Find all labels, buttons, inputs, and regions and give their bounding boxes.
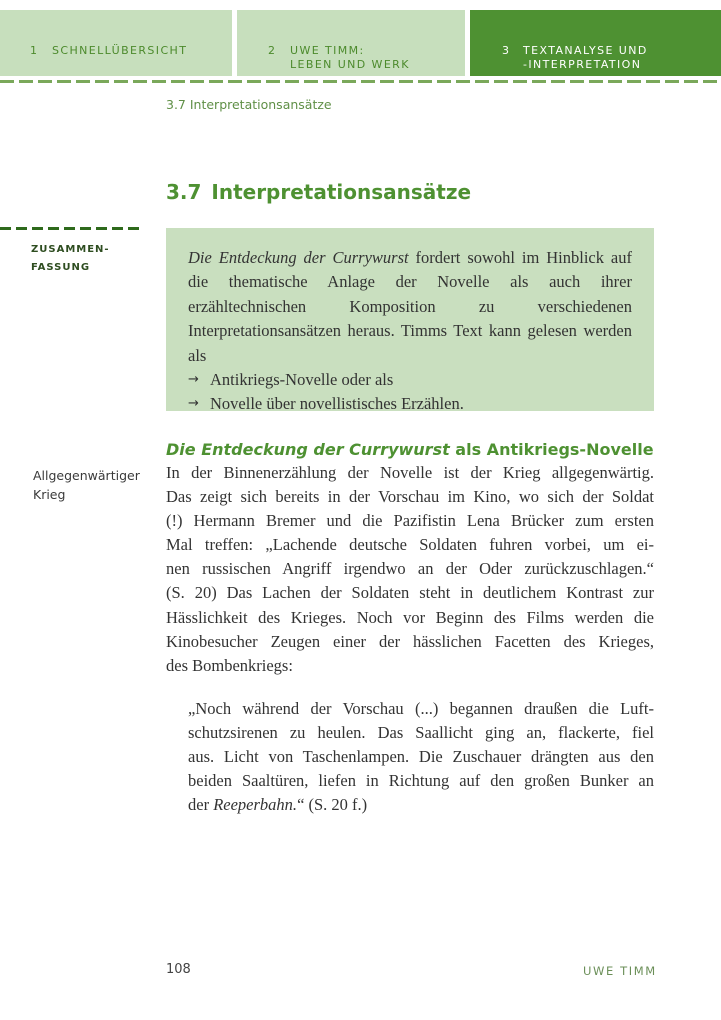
summary-label-line1: ZUSAMMEN- — [31, 244, 110, 255]
text-line: Hässlichkeit des Krieges. Noch vor Beginn des Films werden die — [166, 607, 654, 627]
quote-line: beiden Saaltüren, liefen in Richtung auf den großen Bunker an — [188, 771, 654, 791]
summary-bullet — [188, 368, 632, 392]
text-line: (!) Hermann Bremer und die Pazifistin Lena Brücker zum ersten — [166, 511, 654, 531]
margin-note-line1: Allgegenwärtiger — [33, 468, 140, 483]
running-head: 3.7 Interpretationsansätze — [166, 97, 332, 112]
text-line: Das zeigt sich bereits in der Vorschau im Kino, wo sich der Soldat — [166, 487, 654, 507]
section-heading — [166, 440, 654, 459]
quote-line: schutzsirenen zu heulen. Das Saallicht ging an, flackerte, fiel — [188, 723, 654, 743]
margin-note-line2: Krieg — [33, 487, 66, 502]
body-paragraph — [166, 461, 654, 678]
chapter-title: 3.7 Interpretationsansätze — [166, 180, 472, 204]
quote-prefix: der — [188, 795, 214, 815]
summary-title: Die Entdeckung der Currywurst — [188, 248, 409, 267]
chapter-navigation — [0, 10, 721, 76]
tab-label — [290, 44, 410, 72]
tab-leben-und-werk[interactable] — [237, 10, 465, 76]
tab-schnelluebersicht[interactable] — [0, 10, 232, 76]
section-heading-title: Die Entdeckung der Currywurst — [166, 440, 450, 459]
sidebar-summary-label — [31, 241, 110, 277]
tab-label — [523, 44, 648, 72]
tab-label: SCHNELLÜBERSICHT — [52, 44, 188, 57]
text-line: des Bombenkriegs: — [166, 655, 293, 675]
tab-label-line2: LEBEN UND WERK — [290, 58, 410, 71]
bullet-text: Novelle über novellistisches Erzählen. — [210, 394, 464, 414]
text-line: (S. 20) Das Lachen der Soldaten steht in deutlichem Kontrast zur — [166, 583, 654, 603]
text-line: In der Binnenerzählung der Novelle ist der Krieg allgegenwärtig. — [166, 463, 654, 482]
quote-line: aus. Licht von Taschenlampen. Die Zuschauer drängten aus den — [188, 747, 654, 767]
summary-box — [166, 228, 654, 414]
bullet-text: Antikriegs-Novelle oder als — [210, 370, 394, 390]
tab-textanalyse[interactable] — [470, 10, 721, 76]
tab-label-line1: TEXTANALYSE UND — [523, 44, 648, 57]
tab-number: 3 — [502, 44, 511, 57]
quote-suffix: “ (S. 20 f.) — [297, 795, 368, 815]
summary-text — [188, 246, 632, 368]
sidebar-divider — [0, 227, 142, 230]
quote-line: „Noch während der Vorschau (...) begannen draußen die Luft- — [188, 699, 654, 718]
header-divider — [0, 80, 721, 83]
text-line: Mal treffen: „Lachende deutsche Soldaten fuhren vorbei, um ei- — [166, 535, 654, 555]
arrow-right-icon: → — [188, 372, 199, 388]
footer-author: UWE TIMM — [583, 964, 657, 978]
arrow-right-icon: → — [188, 396, 199, 412]
quote-place: Reeperbahn. — [213, 795, 298, 815]
tab-label-line2: -INTERPRETATION — [523, 58, 642, 71]
section-heading-rest: als Antikriegs-Novelle — [449, 440, 654, 459]
summary-label-line2: FASSUNG — [31, 262, 91, 273]
summary-bullet — [188, 392, 632, 416]
text-line: nen russischen Angriff irgendwo an der Oder zurückzuschlagen.“ — [166, 559, 654, 579]
tab-number: 2 — [268, 44, 277, 57]
quote-line — [188, 793, 654, 817]
text-line: Kinobesucher Zeugen einer der hässlichen Facetten des Krieges, — [166, 631, 654, 651]
page-number: 108 — [166, 962, 191, 977]
tab-number: 1 — [30, 44, 39, 57]
summary-body: fordert sowohl im Hinblick auf die thematische Anlage der Novelle als auch ihrer erzähltechnischen Komposition zu verschiedenen Interpretationsansätzen heraus. Timms Text kann gelesen werden als — [188, 248, 632, 365]
tab-label-line1: UWE TIMM: — [290, 44, 365, 57]
margin-note — [33, 466, 140, 504]
block-quote — [188, 697, 654, 817]
